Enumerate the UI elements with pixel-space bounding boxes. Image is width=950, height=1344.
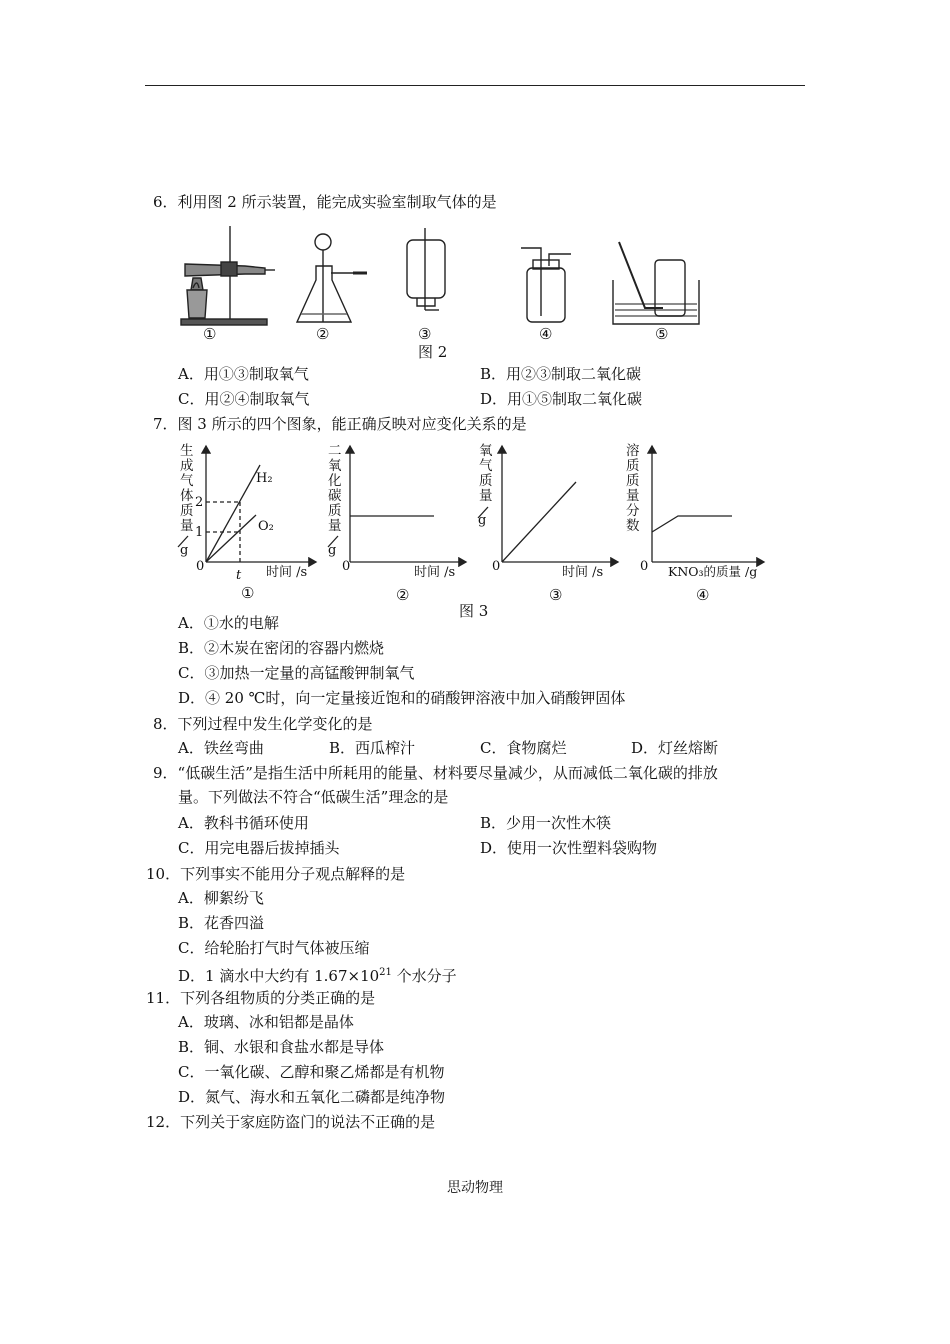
graph-3 — [478, 443, 618, 562]
apparatus-4-icon — [521, 248, 571, 322]
figure-2-caption: 图 2 — [418, 343, 448, 361]
graph-3-origin: 0 — [492, 559, 501, 574]
o2-line — [206, 515, 256, 562]
graph-1-series-h2: H₂ — [256, 471, 273, 486]
q8-option-d: D．灯丝熔断 — [631, 739, 719, 757]
q9-option-c: C．用完电器后拔掉插头 — [178, 839, 340, 857]
q8-option-a: A．铁丝弯曲 — [178, 739, 264, 757]
graph-2-ylabel: 二氧化碳质量 — [328, 443, 342, 534]
apparatus-label-2: ② — [316, 325, 330, 343]
q8-option-c: C．食物腐烂 — [480, 739, 567, 757]
apparatus-1-icon — [181, 226, 275, 325]
q6-option-d: D．用①⑤制取二氧化碳 — [480, 390, 643, 408]
q6-option-c: C．用②④制取氧气 — [178, 390, 310, 408]
apparatus-2-icon — [297, 234, 367, 322]
q7-option-b: B．②木炭在密闭的容器内燃烧 — [178, 639, 385, 657]
q8-stem: 8．下列过程中发生化学变化的是 — [153, 715, 373, 733]
graph-1-origin: 0 — [196, 559, 205, 574]
q10-option-d — [178, 963, 457, 986]
graph-4-xlabel: KNO₃的质量 /g — [668, 564, 758, 579]
q9-stem-line1: 9．“低碳生活”是指生活中所耗用的能量、材料要尽量减少，从而减低二氧化碳的排放 — [153, 764, 718, 782]
q8-option-b: B．西瓜榨汁 — [329, 739, 416, 757]
q11-option-c: C．一氧化碳、乙醇和聚乙烯都是有机物 — [178, 1063, 445, 1081]
graph-label-2: ② — [396, 586, 410, 604]
figure-3-caption: 图 3 — [459, 602, 489, 620]
q6-stem: 6．利用图 2 所示装置，能完成实验室制取气体的是 — [153, 193, 497, 211]
graph-1-ytick-1: 1 — [195, 525, 204, 540]
q11-stem: 11．下列各组物质的分类正确的是 — [146, 989, 376, 1007]
apparatus-5-icon — [613, 242, 699, 324]
graph-1-xlabel: 时间 /s — [266, 565, 308, 580]
graph-1-ylabel: 生成气体质量 — [180, 443, 194, 534]
graph-label-3: ③ — [549, 586, 563, 604]
q10-option-a: A．柳絮纷飞 — [178, 889, 264, 907]
q9-option-d: D．使用一次性塑料袋购物 — [480, 839, 658, 857]
q7-stem: 7．图 3 所示的四个图象，能正确反映对应变化关系的是 — [153, 415, 527, 433]
q12-stem: 12．下列关于家庭防盗门的说法不正确的是 — [146, 1113, 436, 1131]
figure-3-graphs — [170, 440, 770, 610]
graph-1-series-o2: O₂ — [258, 519, 274, 534]
page-footer: 思动物理 — [447, 1180, 503, 1196]
graph-4-origin: 0 — [640, 559, 649, 574]
graph-2-origin: 0 — [342, 559, 351, 574]
graph-2-xlabel: 时间 /s — [414, 565, 456, 580]
q11-option-b: B．铜、水银和食盐水都是导体 — [178, 1038, 385, 1056]
graph-1-yunit: g — [180, 543, 189, 558]
graph-1-ytick-2: 2 — [195, 495, 204, 510]
q6-option-b: B．用②③制取二氧化碳 — [480, 365, 642, 383]
apparatus-label-3: ③ — [418, 325, 432, 343]
apparatus-label-1: ① — [203, 325, 217, 343]
apparatus-3-icon — [407, 228, 445, 310]
graph-4-ylabel: 溶质质量分数 — [626, 443, 640, 534]
q10-option-d-prefix: D．1 滴水中大约有 1.67×10 — [178, 967, 380, 985]
q10-stem: 10．下列事实不能用分子观点解释的是 — [146, 865, 406, 883]
o2-mass-line — [502, 482, 576, 562]
q7-option-d: D．④ 20 ℃时，向一定量接近饱和的硝酸钾溶液中加入硝酸钾固体 — [178, 689, 626, 707]
q9-stem-line2: 量。下列做法不符合“低碳生活”理念的是 — [178, 788, 449, 806]
apparatus-label-5: ⑤ — [655, 325, 669, 343]
graph-3-xlabel: 时间 /s — [562, 565, 604, 580]
q7-option-c: C．③加热一定量的高锰酸钾制氧气 — [178, 664, 415, 682]
graph-3-ylabel: 氧气质量 — [479, 443, 493, 504]
header-rule — [145, 85, 805, 86]
h2-line — [206, 465, 260, 562]
q7-option-a: A．①水的电解 — [178, 614, 279, 632]
graph-label-1: ① — [241, 584, 255, 602]
graph-2 — [328, 443, 466, 562]
graph-3-yunit: g — [478, 513, 487, 528]
apparatus-label-4: ④ — [539, 325, 553, 343]
q9-option-b: B．少用一次性木筷 — [480, 814, 612, 832]
q10-option-d-exponent: 21 — [379, 967, 392, 978]
graph-label-4: ④ — [696, 586, 710, 604]
graph-1-xtick-t: t — [236, 568, 242, 583]
q10-option-c: C．给轮胎打气时气体被压缩 — [178, 939, 370, 957]
q9-option-a: A．教科书循环使用 — [178, 814, 309, 832]
graph-2-yunit: g — [328, 543, 337, 558]
q10-option-b: B．花香四溢 — [178, 914, 265, 932]
q6-option-a: A．用①③制取氧气 — [178, 365, 309, 383]
q11-option-d: D．氮气、海水和五氧化二磷都是纯净物 — [178, 1088, 446, 1106]
q10-option-d-suffix: 个水分子 — [391, 967, 457, 985]
q11-option-a: A．玻璃、冰和铝都是晶体 — [178, 1013, 354, 1031]
solute-fraction-line — [652, 516, 732, 532]
graph-4 — [652, 446, 764, 562]
